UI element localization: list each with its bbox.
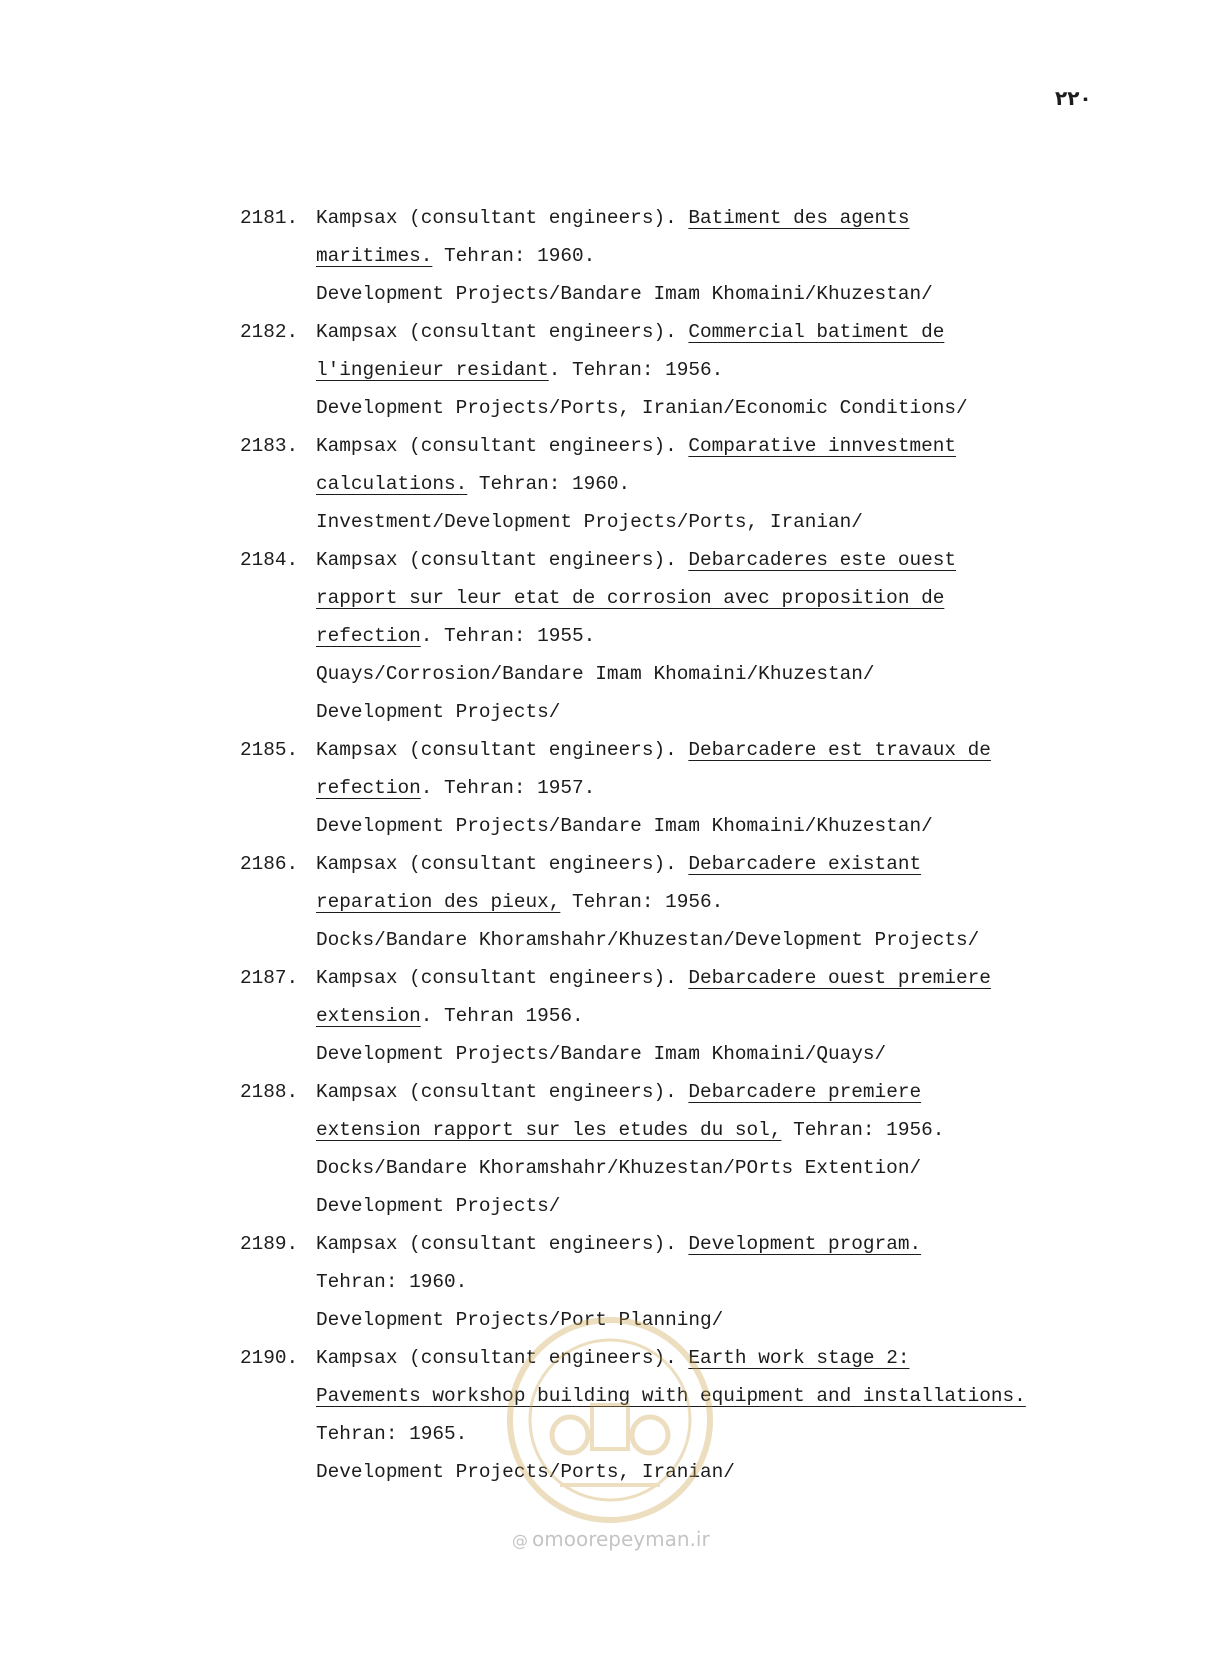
entry-number: 2188. [240, 1081, 299, 1103]
entry-title: calculations. [316, 473, 468, 495]
bibliography-entry-2183 [240, 431, 1140, 545]
entry-author: Kampsax (consultant engineers). [316, 549, 677, 571]
entry-title-punct: . [420, 625, 433, 647]
entry-title: maritimes. [316, 245, 433, 267]
entry-title: reparation des pieux, [316, 891, 561, 913]
entry-subjects: Development Projects/ [316, 701, 561, 723]
at-icon: @ [512, 1531, 528, 1550]
entry-subjects: Development Projects/ [316, 1195, 561, 1217]
entry-author: Kampsax (consultant engineers). [316, 435, 677, 457]
entry-author: Kampsax (consultant engineers). [316, 967, 677, 989]
entry-number: 2187. [240, 967, 299, 989]
entry-number: 2183. [240, 435, 299, 457]
entry-number: 2184. [240, 549, 299, 571]
entry-number: 2185. [240, 739, 299, 761]
entry-subjects: Development Projects/Port Planning/ [316, 1309, 724, 1331]
entry-number: 2181. [240, 207, 299, 229]
bibliography-list [240, 203, 1140, 1495]
entry-title: refection [316, 777, 421, 799]
entry-title: Development program. [688, 1233, 922, 1255]
entry-number: 2190. [240, 1347, 299, 1369]
bibliography-entry-2181 [240, 203, 1140, 317]
entry-title: extension [316, 1005, 421, 1027]
entry-number: 2186. [240, 853, 299, 875]
entry-title: Comparative innvestment [688, 435, 957, 457]
entry-publication: Tehran: 1956. [572, 359, 724, 381]
entry-subjects: Development Projects/Ports, Iranian/Economic Conditions/ [316, 397, 968, 419]
entry-title-punct: . [420, 777, 433, 799]
entry-author: Kampsax (consultant engineers). [316, 207, 677, 229]
entry-author: Kampsax (consultant engineers). [316, 1347, 677, 1369]
entry-title: extension rapport sur les etudes du sol, [316, 1119, 782, 1141]
entry-author: Kampsax (consultant engineers). [316, 1233, 677, 1255]
entry-number: 2182. [240, 321, 299, 343]
entry-title: Debarcadere existant [688, 853, 922, 875]
bibliography-entry-2185 [240, 735, 1140, 849]
entry-subjects: Docks/Bandare Khoramshahr/Khuzestan/POrts Extention/ [316, 1157, 922, 1179]
entry-subjects: Development Projects/Bandare Imam Khomaini/Quays/ [316, 1043, 887, 1065]
entry-publication: Tehran: 1955. [444, 625, 596, 647]
entry-title: Debarcadere premiere [688, 1081, 922, 1103]
entry-title: Debarcadere est travaux de [688, 739, 991, 761]
entry-author: Kampsax (consultant engineers). [316, 739, 677, 761]
entry-title: l'ingenieur residant [316, 359, 549, 381]
entry-publication: Tehran 1956. [444, 1005, 584, 1027]
entry-publication: Tehran: 1956. [793, 1119, 945, 1141]
entry-number: 2189. [240, 1233, 299, 1255]
entry-publication: Tehran: 1960. [316, 1271, 468, 1293]
entry-author: Kampsax (consultant engineers). [316, 853, 677, 875]
entry-title: Debarcaderes este ouest [688, 549, 957, 571]
entry-title-punct: . [548, 359, 561, 381]
entry-publication: Tehran: 1960. [444, 245, 596, 267]
entry-title-punct: . [420, 1005, 433, 1027]
entry-title: Pavements workshop building with equipment and installations. [316, 1385, 1026, 1407]
entry-publication: Tehran: 1956. [572, 891, 724, 913]
entry-author: Kampsax (consultant engineers). [316, 321, 677, 343]
entry-subjects: Development Projects/Bandare Imam Khomaini/Khuzestan/ [316, 815, 933, 837]
entry-title: rapport sur leur etat de corrosion avec proposition de [316, 587, 945, 609]
entry-publication: Tehran: 1957. [444, 777, 596, 799]
entry-title: refection [316, 625, 421, 647]
entry-author: Kampsax (consultant engineers). [316, 1081, 677, 1103]
bibliography-entry-2184 [240, 545, 1140, 735]
page-number: ۲۲۰ [1055, 86, 1092, 110]
entry-publication: Tehran: 1965. [316, 1423, 468, 1445]
entry-title: Commercial batiment de [688, 321, 945, 343]
watermark-site: @ omoorepeyman.ir [512, 1527, 710, 1551]
entry-subjects: Development Projects/Bandare Imam Khomaini/Khuzestan/ [316, 283, 933, 305]
entry-title: Earth work stage 2: [688, 1347, 910, 1369]
entry-title: Batiment des agents [688, 207, 910, 229]
entry-publication: Tehran: 1960. [478, 473, 631, 495]
bibliography-entry-2187 [240, 963, 1140, 1077]
bibliography-entry-2188 [240, 1077, 1140, 1229]
seal-logo-icon [500, 1310, 720, 1530]
entry-subjects: Development Projects/Ports, Iranian/ [316, 1461, 735, 1483]
bibliography-entry-2186 [240, 849, 1140, 963]
bibliography-entry-2182 [240, 317, 1140, 431]
entry-subjects: Docks/Bandare Khoramshahr/Khuzestan/Development Projects/ [316, 929, 980, 951]
entry-subjects: Quays/Corrosion/Bandare Imam Khomaini/Khuzestan/ [316, 663, 875, 685]
entry-title: Debarcadere ouest premiere [688, 967, 991, 989]
entry-subjects: Investment/Development Projects/Ports, Iranian/ [316, 511, 863, 533]
